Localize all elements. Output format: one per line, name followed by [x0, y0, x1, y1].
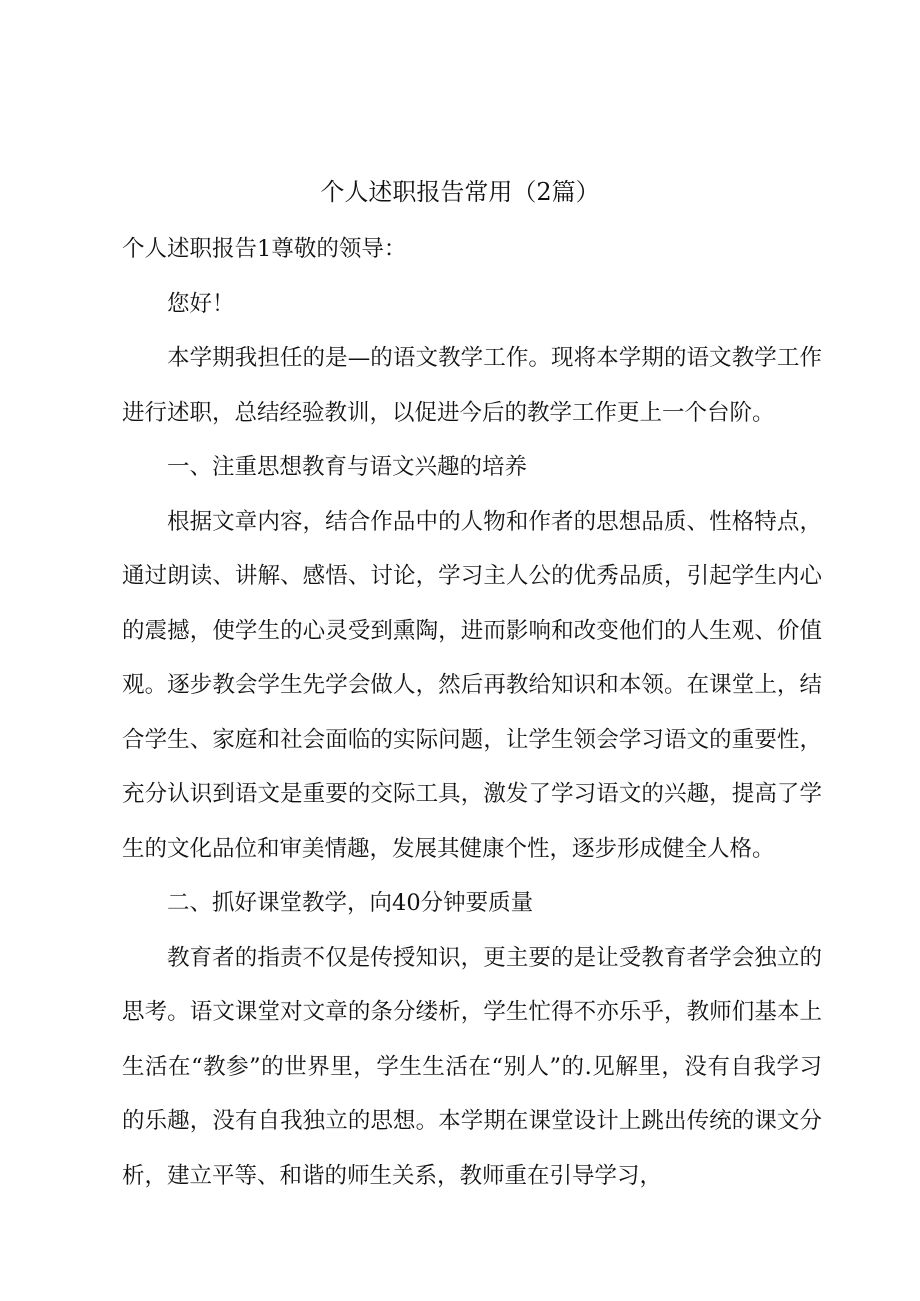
document-title: 个人述职报告常用（2篇） [320, 178, 600, 206]
section-heading-2: 二、抓好课堂教学，向40分钟要质量 [167, 890, 534, 916]
document-body [122, 222, 822, 1203]
greeting-paragraph: 您好！ [167, 290, 235, 317]
section-heading-1: 一、注重思想教育与语文兴趣的培养 [167, 454, 528, 480]
section-2-paragraph: 教育者的指责不仅是传授知识，更主要的是让受教育者学会独立的思考。语文课堂对文章的条分缕析，学生忙得不亦乐乎，教师们基本上生活在“教参”的世界里，学生生活在“别人”的.见解里，没有自我学习的乐趣，没有自我独立的思想。本学期在课堂设计上跳出传统的课文分析，建立平等、和谐的师生关系，教师重在引导学习， [122, 944, 822, 1189]
intro-paragraph: 本学期我担任的是—的语文教学工作。现将本学期的语文教学工作进行述职，总结经验教训，以促进今后的教学工作更上一个台阶。 [122, 345, 822, 426]
section-1-paragraph: 根据文章内容，结合作品中的人物和作者的思想品质、性格特点，通过朗读、讲解、感悟、讨论，学习主人公的优秀品质，引起学生内心的震撼，使学生的心灵受到熏陶，进而影响和改变他们的人生观、价值观。逐步教会学生先学会做人，然后再教给知识和本领。在课堂上，结合学生、家庭和社会面临的实际问题，让学生领会学习语文的重要性，充分认识到语文是重要的交际工具，激发了学习语文的兴趣，提高了学生的文化品位和审美情趣，发展其健康个性，逐步形成健全人格。 [122, 508, 822, 862]
salutation-paragraph: 个人述职报告1尊敬的领导： [122, 236, 407, 262]
